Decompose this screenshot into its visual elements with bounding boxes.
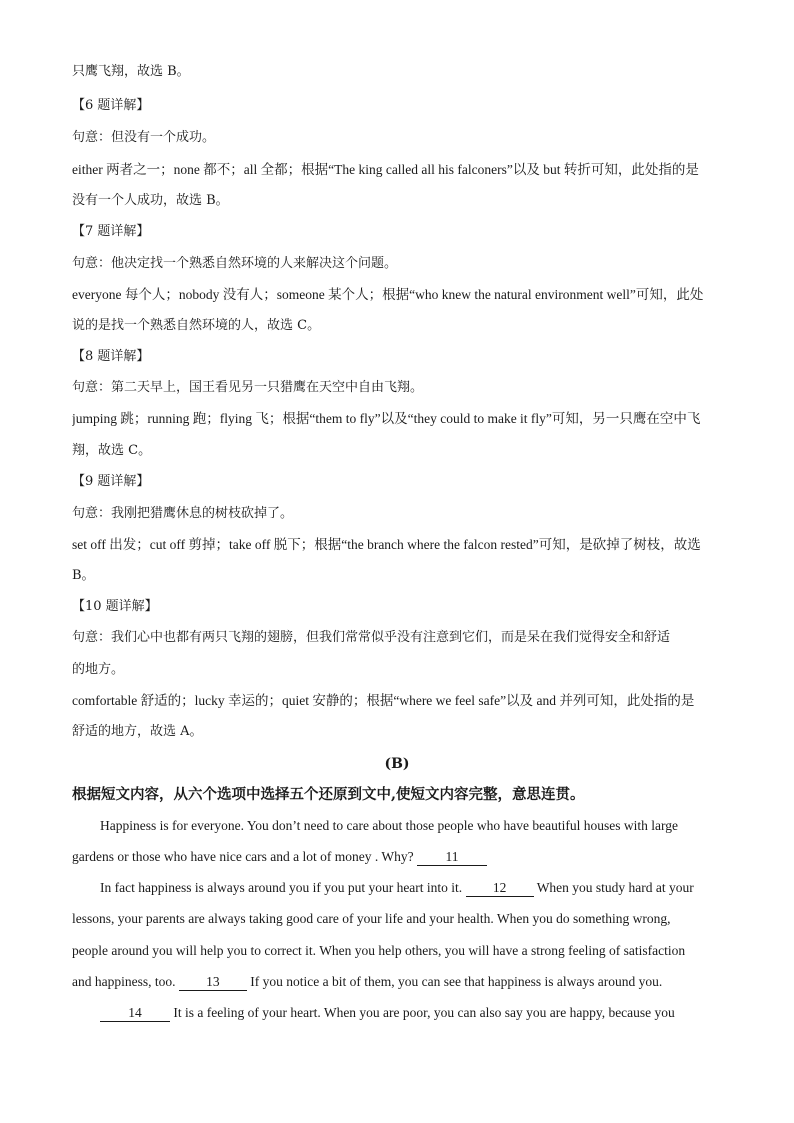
text-line: comfortable 舒适的；lucky 幸运的；quiet 安静的；根据“where we feel safe”以及 and 并列可知，此处指的是 <box>72 693 695 708</box>
text-line: everyone 每个人；nobody 没有人；someone 某个人；根据“who knew the natural environment well”可知，此处 <box>72 287 704 302</box>
instruction: 根据短文内容，从六个选项中选择五个还原到文中,使短文内容完整，意思连贯。 <box>72 786 585 803</box>
passage-text: and happiness, too. <box>72 974 179 989</box>
passage-line: Happiness is for everyone. You don’t need to care about those people who have beautiful houses with large <box>100 818 678 833</box>
passage-line <box>72 972 726 992</box>
text-line: B。 <box>72 568 95 583</box>
text-line: 句意：第二天早上，国王看见另一只猎鹰在天空中自由飞翔。 <box>72 380 424 395</box>
passage-line <box>100 878 726 898</box>
question-heading: 【9 题详解】 <box>72 474 150 489</box>
answer-blank-11[interactable]: 11 <box>417 849 487 866</box>
text-line: 只鹰飞翔，故选 B。 <box>72 64 190 79</box>
section-title: (B) <box>384 756 410 772</box>
text-line: 没有一个人成功，故选 B。 <box>72 193 229 208</box>
passage-text: If you notice a bit of them, you can see that happiness is always around you. <box>246 974 663 989</box>
question-heading: 【8 题详解】 <box>72 349 150 364</box>
text-line: 的地方。 <box>72 662 125 677</box>
passage-line: people around you will help you to correct it. When you help others, you will have a strong feeling of satisfaction <box>72 943 686 958</box>
passage-text: It is a feeling of your heart. When you are poor, you can also say you are happy, because you <box>170 1005 675 1020</box>
answer-blank-12[interactable]: 12 <box>466 880 534 897</box>
question-heading: 【7 题详解】 <box>72 224 150 239</box>
text-line: 说的是找一个熟悉自然环境的人，故选 C。 <box>72 318 321 333</box>
passage-text: When you study hard at your <box>533 880 694 895</box>
passage-text: gardens or those who have nice cars and a lot of money . Why? <box>72 849 418 864</box>
text-line: set off 出发；cut off 剪掉；take off 脱下；根据“the branch where the falcon rested”可知，是砍掉了树枝，故选 <box>72 537 701 552</box>
text-line: 舒适的地方，故选 A。 <box>72 724 203 739</box>
passage-line: lessons, your parents are always taking good care of your life and your health. When you do something wrong, <box>72 911 671 926</box>
text-line: 句意：但没有一个成功。 <box>72 130 216 145</box>
text-line: 句意：他决定找一个熟悉自然环境的人来解决这个问题。 <box>72 256 398 271</box>
text-line: 翔，故选 C。 <box>72 443 152 458</box>
question-heading: 【6 题详解】 <box>72 98 150 113</box>
answer-blank-14[interactable]: 14 <box>100 1005 170 1022</box>
text-line: 句意：我刚把猎鹰休息的树枝砍掉了。 <box>72 506 294 521</box>
text-line: either 两者之一；none 都不；all 全都；根据“The king called all his falconers”以及 but 转折可知，此处指的是 <box>72 162 699 177</box>
answer-blank-13[interactable]: 13 <box>179 974 247 991</box>
passage-line <box>72 847 726 867</box>
question-heading: 【10 题详解】 <box>72 599 158 614</box>
passage-text: In fact happiness is always around you if you put your heart into it. <box>100 880 466 895</box>
text-line: jumping 跳；running 跑；flying 飞；根据“them to fly”以及“they could to make it fly”可知，另一只鹰在空中飞 <box>72 411 701 426</box>
passage-line <box>100 1003 726 1023</box>
text-line: 句意：我们心中也都有两只飞翔的翅膀，但我们常常似乎没有注意到它们，而是呆在我们觉得安全和舒适 <box>72 630 671 645</box>
